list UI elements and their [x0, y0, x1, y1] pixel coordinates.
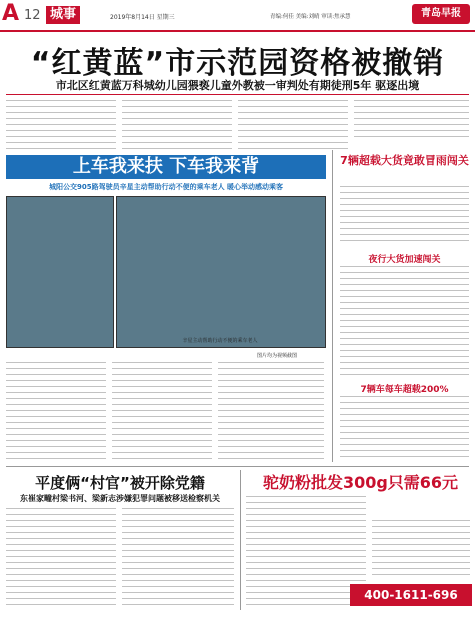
- column-divider: [240, 470, 241, 610]
- main-subheadline: 市北区红黄蓝万科城幼儿园猥亵儿童外教被一审判处有期徒刑5年 驱逐出境: [55, 79, 420, 92]
- ad-body-text: [246, 496, 366, 606]
- article-column: [6, 100, 116, 150]
- right-headline-2: 夜行大货加速闯关: [368, 255, 441, 265]
- article-column: [340, 186, 469, 246]
- bus-story-title: 上车我来扶 下车我来背: [6, 155, 326, 179]
- article-column: [122, 508, 234, 608]
- article-column: [354, 100, 469, 140]
- dateline: 2019年8月14日 星期三: [110, 14, 175, 21]
- article-column: [340, 266, 469, 376]
- article-column: [6, 362, 106, 462]
- article-column: [238, 100, 348, 150]
- ad-phone: 400-1611-696: [350, 584, 472, 606]
- lower-headline: 平度俩“村官”被开除党籍: [35, 474, 205, 492]
- main-headline: “红黄蓝”市示范园资格被撤销: [30, 46, 445, 81]
- right-headline-3: 7辆车每车超载200%: [360, 385, 449, 395]
- column-divider: [332, 150, 333, 462]
- page-number: 12: [24, 8, 41, 23]
- article-column: [6, 508, 116, 608]
- article-column: [340, 396, 469, 458]
- right-headline-1: 7辆超载大货竟敢冒雨闯关: [340, 154, 469, 167]
- masthead-logo: 青岛早报: [412, 4, 470, 24]
- staff-line: 青编:何佳 美编:刘晴 审读:焦承慧: [270, 14, 351, 20]
- section-divider: [6, 466, 469, 467]
- photo-left: [6, 196, 114, 348]
- photo-right: [116, 196, 326, 348]
- bus-story-subtitle: 城阳公交905路驾驶员辛星主动帮助行动不便的乘车老人 暖心举动感动乘客: [48, 183, 284, 191]
- ad-body-text: [372, 520, 470, 578]
- article-column: [112, 362, 212, 462]
- ad-headline: 驼奶粉批发300g只需66元: [262, 473, 459, 492]
- section-name: 城事: [46, 6, 80, 24]
- article-column: [218, 362, 324, 462]
- photo-credit: 图片均为视频截图: [256, 353, 297, 359]
- rule: [6, 94, 469, 95]
- lower-subheadline: 东崔家疃村梁书河、梁新志涉嫌犯罪问题被移送检察机关: [20, 494, 220, 503]
- article-column: [122, 100, 232, 150]
- photo-caption: 辛星主动帮助行动不便的乘车老人: [182, 338, 258, 344]
- section-letter: A: [2, 1, 20, 26]
